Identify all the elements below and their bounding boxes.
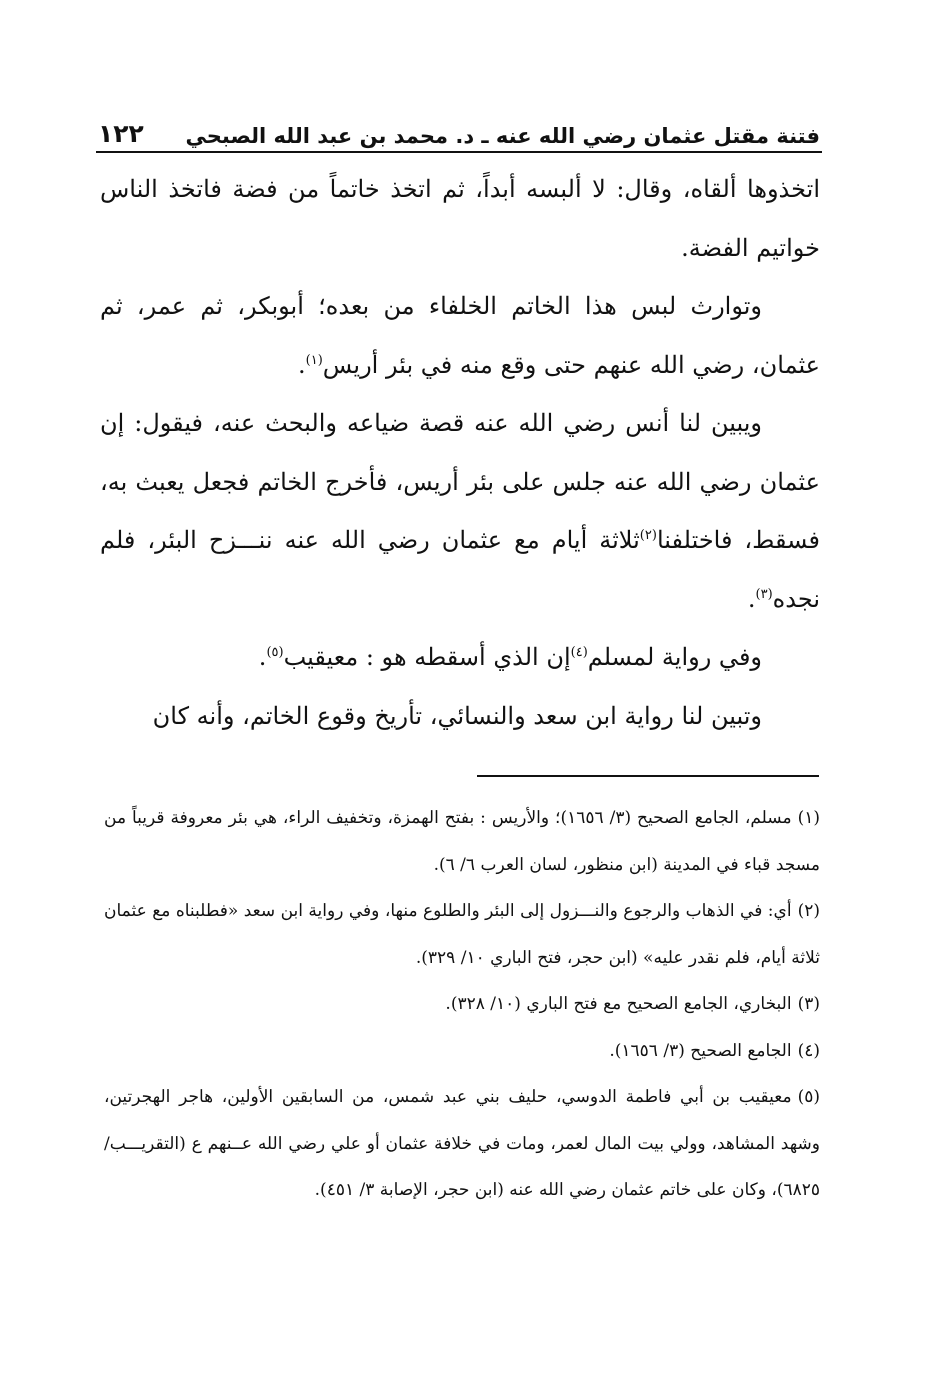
paragraph-3 — [100, 394, 820, 628]
footnote-4-text: الجامع الصحيح (٣/ ١٦٥٦). — [609, 1040, 792, 1061]
footnote-ref-3[interactable]: (٣) — [755, 586, 773, 602]
footnote-2-number: (٢) — [797, 901, 820, 921]
main-text — [100, 160, 820, 745]
footnote-5-number: (٥) — [797, 1087, 820, 1107]
paragraph-5-text: وتبين لنا رواية ابن سعد والنسائي، تأريخ وقوع الخاتم، وأنه كان — [152, 701, 762, 730]
footnotes — [104, 795, 820, 1214]
footnote-ref-4[interactable]: (٤) — [570, 645, 588, 660]
paragraph-1 — [100, 160, 820, 277]
header-rule — [96, 151, 822, 153]
paragraph-4-text-b: إن الذي أسقطه هو : معيقيب — [283, 643, 571, 671]
footnote-separator — [477, 775, 819, 777]
footnote-2 — [104, 888, 820, 981]
paragraph-2-text: وتوارث لبس هذا الخاتم الخلفاء من بعده؛ أبوبكر، ثم عمر، ثم عثمان، رضي الله عنهم حتى وقع منه في بئر أريس — [100, 292, 820, 379]
paragraph-4 — [100, 628, 820, 687]
paragraph-3-text-a: ويبين لنا أنس رضي الله عنه قصة ضياعه والبحث عنه، فيقول: إن عثمان رضي الله عنه جلس على بئر أريس، فأخرج الخاتم فجعل يعبث به، فسقط، فاختلفنا — [100, 409, 820, 554]
footnote-3-text: البخاري، الجامع الصحيح مع فتح الباري (١٠/ ٣٢٨). — [445, 994, 792, 1014]
footnote-ref-2[interactable]: (٢) — [639, 528, 657, 543]
footnote-1-text: مسلم، الجامع الصحيح (٣/ ١٦٥٦)؛ والأريس : بفتح الهمزة، وتخفيف الراء، هي بئر معروفة قريباً من مسجد قباء في المدينة (ابن منظور، لسان العرب ٦/ ٦). — [104, 808, 820, 875]
footnote-ref-1[interactable]: (١) — [305, 352, 323, 368]
page-number: ١٢٢ — [98, 119, 144, 148]
paragraph-1-text: اتخذوها ألقاه، وقال: لا ألبسه أبداً، ثم اتخذ خاتماً من فضة فاتخذ الناس خواتيم الفضة. — [100, 175, 820, 262]
footnote-4 — [104, 1028, 820, 1075]
paragraph-3-end: . — [747, 584, 756, 613]
paragraph-4-end: . — [258, 643, 267, 671]
header-title: فتنة مقتل عثمان رضي الله عنه ـ د. محمد بن عبد الله الصبحي — [185, 124, 820, 148]
footnote-5-text: معيقيب بن أبي فاطمة الدوسي، حليف بني عبد شمس، من السابقين الأولين، هاجر الهجرتين، وشهد المشاهد، وولي بيت المال لعمر، ومات في خلافة عثمان أو علي رضي الله عــنهم ع (التقريـــب/٦٨٢٥)، وكان على خاتم عثمان رضي الله عنه (ابن حجر، الإصابة ٣/ ٤٥١). — [104, 1087, 820, 1200]
footnote-3 — [104, 981, 820, 1028]
footnote-1-number: (١) — [797, 808, 820, 828]
footnote-3-number: (٣) — [797, 994, 820, 1014]
paragraph-2-end: . — [298, 350, 306, 379]
footnote-2-text: أي: في الذهاب والرجوع والنـــزول إلى البئر والطلوع منها، وفي رواية ابن سعد «فطلبناه مع عثمان ثلاثة أيام، فلم نقدر عليه» (ابن حجر، فتح الباري ١٠/ ٣٢٩). — [104, 901, 820, 968]
footnote-ref-5[interactable]: (٥) — [266, 645, 284, 660]
footnote-4-number: (٤) — [797, 1040, 820, 1061]
paragraph-3-text-b: ثلاثة أيام مع عثمان رضي الله عنه ننـــزح البئر، فلم نجده — [100, 526, 820, 613]
paragraph-5 — [100, 687, 820, 746]
footnote-1 — [104, 795, 820, 888]
running-header — [98, 108, 820, 148]
footnote-5 — [104, 1074, 820, 1214]
paragraph-4-text-a: وفي رواية لمسلم — [587, 643, 762, 671]
paragraph-2 — [100, 277, 820, 394]
